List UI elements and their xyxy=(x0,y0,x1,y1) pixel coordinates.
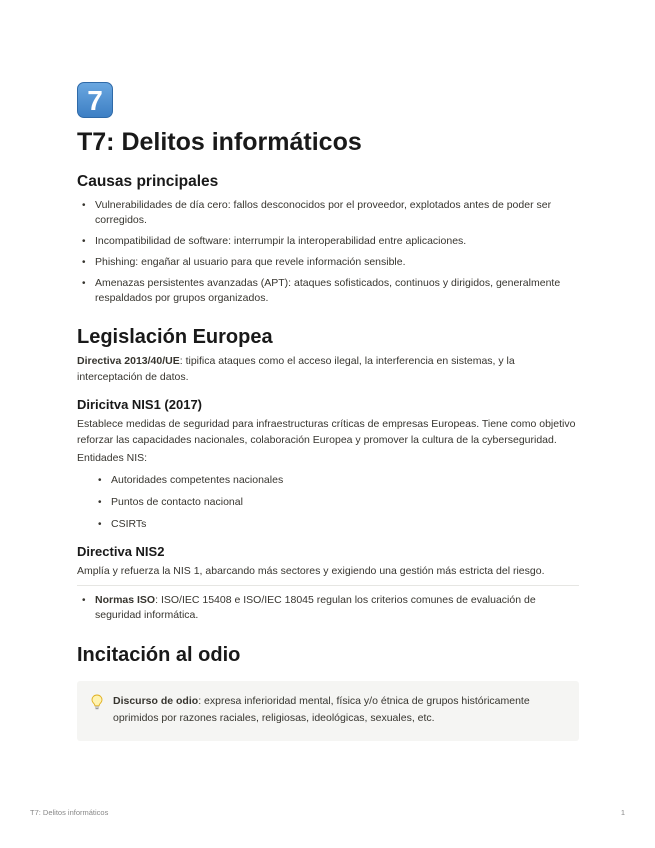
document-page xyxy=(77,82,579,741)
page-title: T7: Delitos informáticos xyxy=(77,128,362,156)
callout-body: : expresa inferioridad mental, física y/o étnica de grupos históricamente oprimidos por razones raciales, religiosas, ideológicas, sexuales, etc. xyxy=(113,695,530,724)
directiva-text: : tipifica ataques como el acceso ilegal, la interferencia en sistemas, y la interceptación de datos. xyxy=(77,355,515,383)
list-item: • Incompatibilidad de software: interrumpir la interoperabilidad entre aplicaciones. xyxy=(77,234,579,249)
nis2-paragraph: Amplía y refuerza la NIS 1, abarcando más sectores y exigiendo una gestión más estricta del riesgo. xyxy=(77,564,545,577)
entidades-label: Entidades NIS: xyxy=(77,452,148,464)
list-item: • Amenazas persistentes avanzadas (APT): ataques sofisticados, continuos y dirigidos, generalmente respaldados por grupos organizados. xyxy=(77,276,579,306)
list-item: • CSIRTs xyxy=(77,517,579,532)
footer-page-number: 1 xyxy=(620,808,625,817)
footer-title: T7: Delitos informáticos xyxy=(30,808,109,817)
heading-nis2: Directiva NIS2 xyxy=(77,543,165,559)
heading-nis1: Diricitva NIS1 (2017) xyxy=(77,397,203,412)
normas-text: : ISO/IEC 15408 e ISO/IEC 18045 regulan los criterios comunes de evaluación de seguridad informática. xyxy=(95,594,536,621)
list-item xyxy=(77,593,579,623)
directiva-paragraph xyxy=(77,354,579,385)
number-seven-emoji-icon: 7 xyxy=(77,82,113,118)
heading-legislacion-europea: Legislación Europea xyxy=(77,326,273,348)
normas-list xyxy=(77,593,579,623)
causas-list xyxy=(77,198,579,306)
callout-bold: Discurso de odio xyxy=(113,695,199,707)
callout-text xyxy=(113,693,565,727)
list-item: • Vulnerabilidades de día cero: fallos desconocidos por el proveedor, explotados antes de poder ser corregidos. xyxy=(77,198,579,228)
directiva-bold: Directiva 2013/40/UE xyxy=(77,355,180,367)
nis1-paragraph: Establece medidas de seguridad para infraestructuras críticas de empresas Europeas. Tiene como objetivo reforzar las capacidades nacionales, colaboración Europea y promover la cultura de la cyberseguridad. xyxy=(77,418,576,446)
lightbulb-icon xyxy=(91,694,103,710)
entidades-list xyxy=(77,473,579,532)
list-item: • Phishing: engañar al usuario para que revele información sensible. xyxy=(77,255,579,270)
heading-incitacion-odio: Incitación al odio xyxy=(77,644,241,666)
list-item: • Puntos de contacto nacional xyxy=(77,495,579,510)
normas-bold: Normas ISO xyxy=(95,594,156,606)
list-item: • Autoridades competentes nacionales xyxy=(77,473,579,488)
heading-causas-principales: Causas principales xyxy=(77,173,219,190)
callout-discurso-odio xyxy=(77,681,579,741)
